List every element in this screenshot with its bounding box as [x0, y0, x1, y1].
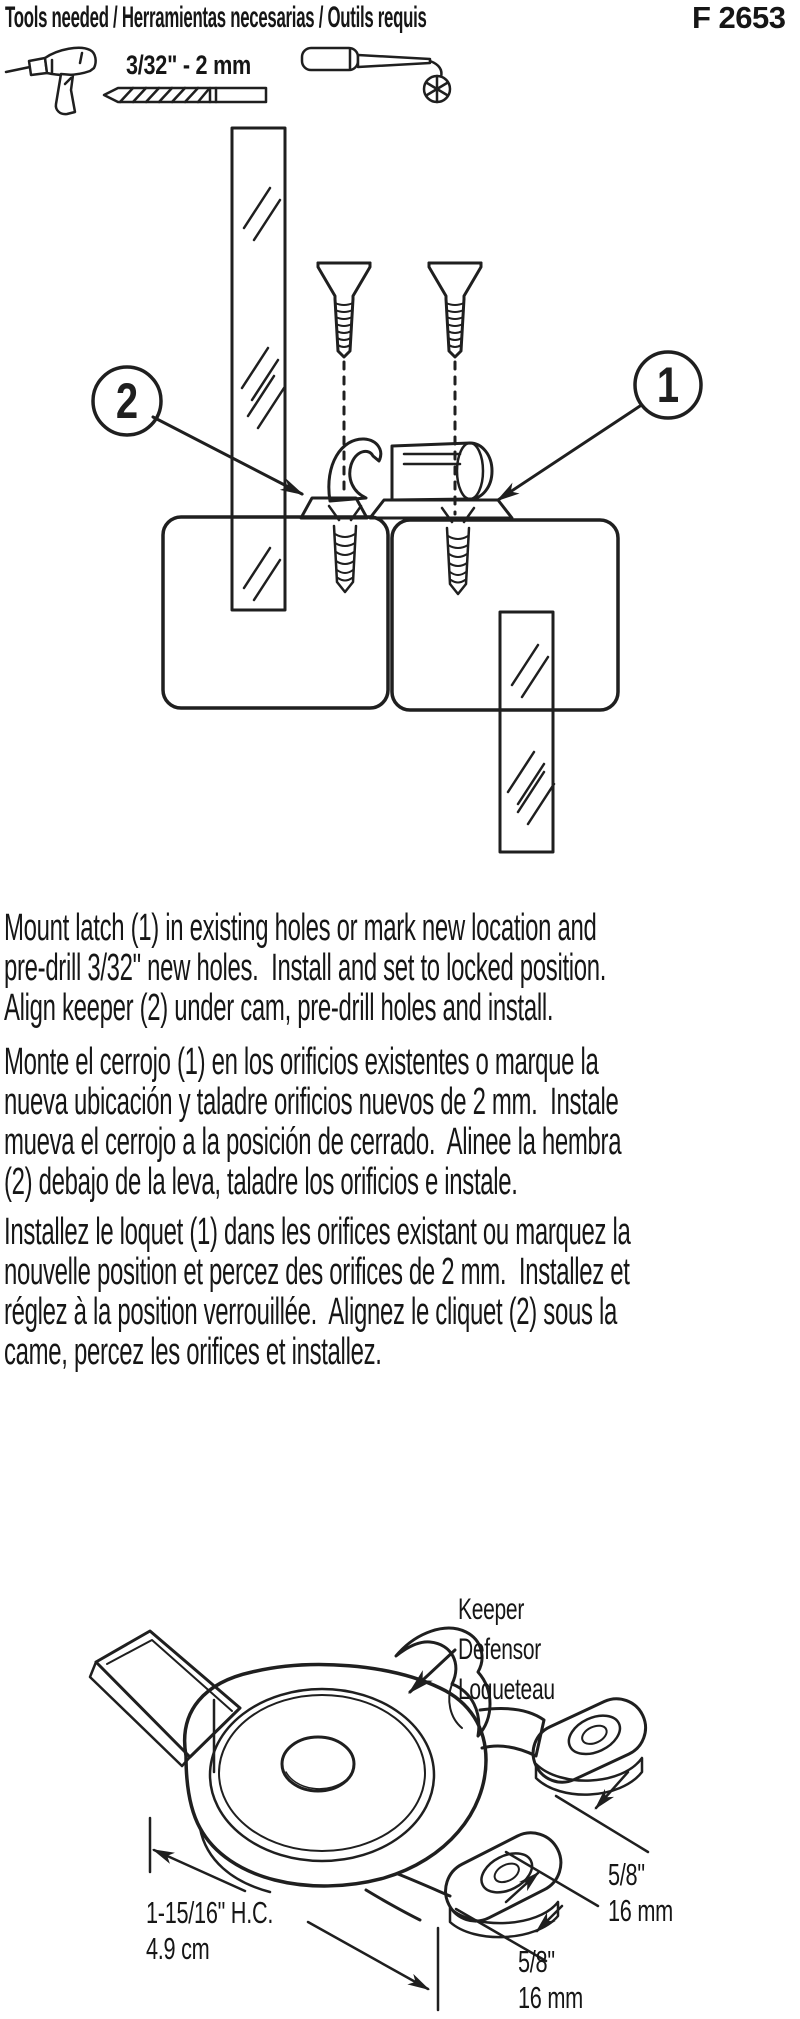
keeper-label-fr: Loqueteau — [458, 1673, 555, 1706]
instruction-line: Installez le loquet (1) dans les orifices existant ou marquez la — [4, 1211, 631, 1253]
instructions-english — [4, 908, 792, 1028]
keeper-label-en: Keeper — [458, 1593, 525, 1626]
instruction-line: pre-drill 3/32" new holes. Install and set to locked position. — [4, 947, 607, 989]
page-title — [5, 0, 758, 36]
latch-cam-part — [370, 443, 512, 518]
instruction-line: nueva ubicación y taladre orificios nuevos de 2 mm. Instale — [4, 1081, 619, 1123]
instruction-line: nouvelle position et percez des orifices de 2 mm. Installez et — [4, 1251, 630, 1293]
instruction-line: Monte el cerrojo (1) en los orificios existentes o marque la — [4, 1041, 599, 1083]
instructions-french — [4, 1212, 792, 1372]
mounting-screw-right — [429, 263, 481, 357]
dim-offset-lower-imperial: 5/8" — [518, 1944, 555, 1979]
screwdriver-icon — [302, 48, 450, 102]
instruction-line: mueva el cerrojo a la posición de cerrado. Alinee la hembra — [4, 1121, 622, 1163]
callout-2-arrow — [153, 417, 302, 494]
page-title-text: Tools needed / Herramientas necesarias / Outils requis — [5, 1, 427, 34]
dim-offset-upper-imperial: 5/8" — [608, 1857, 645, 1892]
dim-hole-centers-imperial: 1-15/16" H.C. — [146, 1895, 274, 1930]
dim-hole-centers-metric: 4.9 cm — [146, 1931, 210, 1966]
dim-offset-upper-metric: 16 mm — [608, 1893, 673, 1928]
installation-diagram — [0, 120, 800, 865]
instruction-line: Align keeper (2) under cam, pre-drill holes and install. — [4, 987, 554, 1029]
power-drill-icon — [6, 48, 96, 114]
drill-bit-icon — [104, 88, 266, 102]
instructions-spanish — [4, 1042, 792, 1202]
instruction-line: came, percez les orifices et installez. — [4, 1331, 382, 1373]
callout-2-number: 2 — [115, 372, 139, 430]
keeper-detail-diagram — [0, 1560, 800, 2019]
instruction-line: Mount latch (1) in existing holes or mark new location and — [4, 907, 597, 949]
lower-sash-glass — [500, 612, 554, 852]
instruction-line: (2) debajo de la leva, taladre los orificios e instale. — [4, 1161, 518, 1203]
mounting-screw-left — [318, 263, 370, 357]
callout-1-number: 1 — [656, 356, 680, 414]
callout-1-arrow — [498, 406, 640, 500]
right-rail — [392, 520, 618, 710]
instruction-line: réglez à la position verrouillée. Alignez le cliquet (2) sous la — [4, 1291, 617, 1333]
keeper-part — [301, 439, 381, 518]
drill-bit-size-label: 3/32" - 2 mm — [126, 50, 252, 80]
keeper-label-es: Defensor — [458, 1633, 541, 1666]
part-number: F 2653 — [692, 0, 786, 35]
dim-offset-lower-metric: 16 mm — [518, 1980, 583, 2015]
upper-sash-glass — [232, 128, 285, 610]
